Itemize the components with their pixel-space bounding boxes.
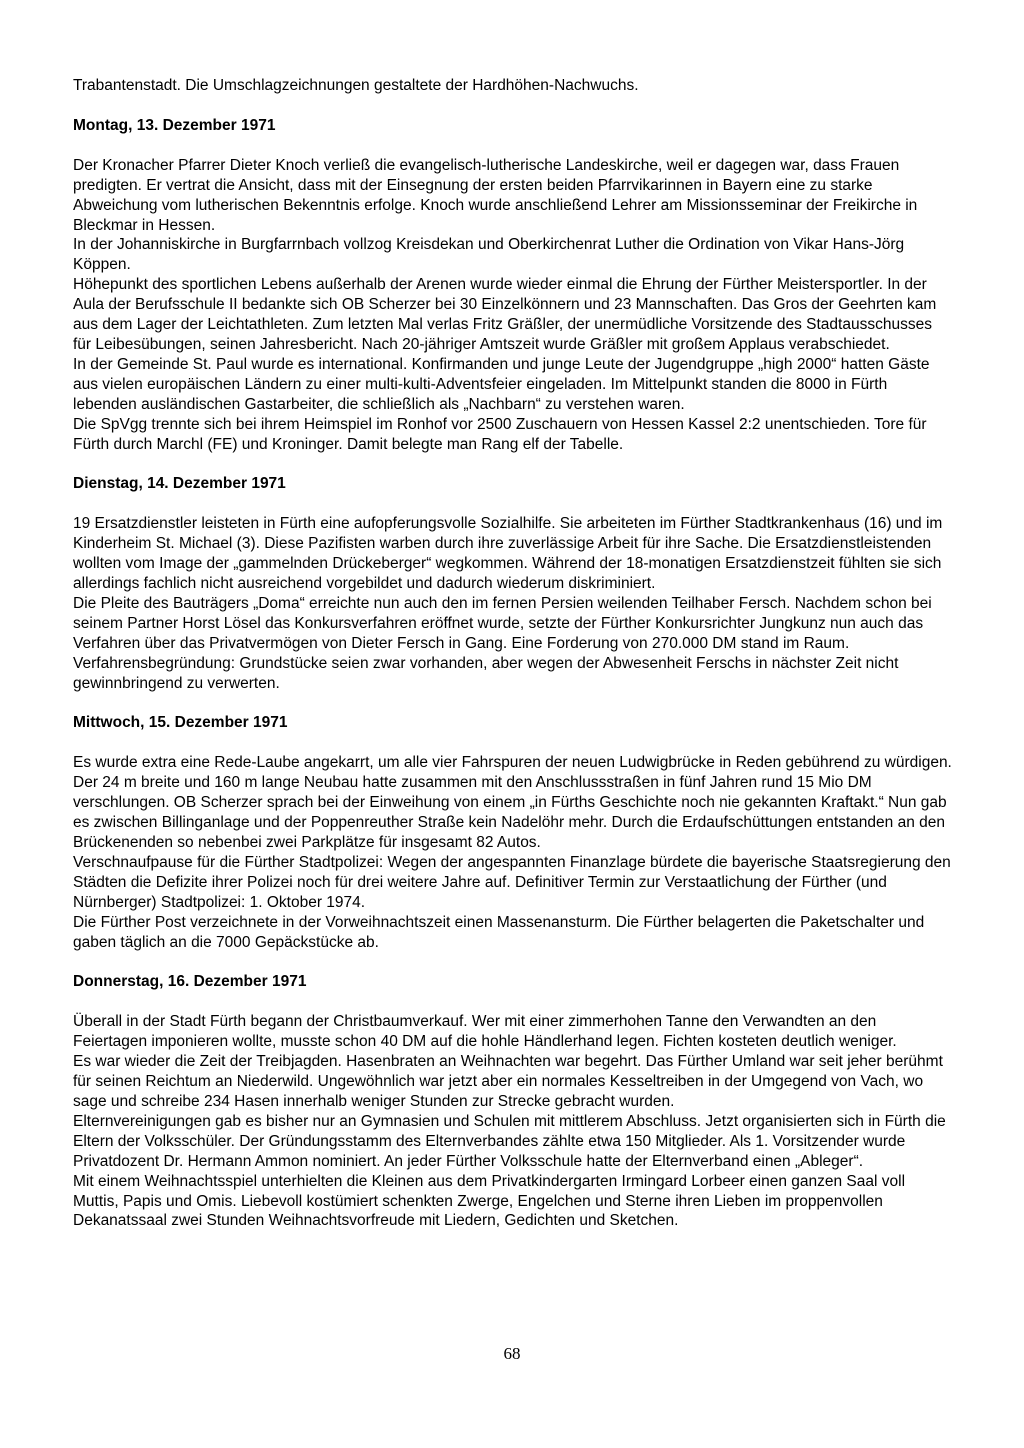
day-heading: Mittwoch, 15. Dezember 1971 [73, 714, 288, 732]
body-paragraph: Mit einem Weihnachtsspiel unterhielten die Kleinen aus dem Privatkindergarten Irmingard Lorbeer einen ganzen Saal voll Muttis, Papis und Omis. Liebevoll kostümiert schenkten Zwerge, Engelchen und Sterne ihren Lieben im proppenvollen Dekanatssaal zwei Stunden Weihnachtsvorfreude mit Liedern, Gedichten und Sketchen. [73, 1172, 906, 1230]
day-heading: Dienstag, 14. Dezember 1971 [73, 475, 286, 493]
body-paragraph: In der Gemeinde St. Paul wurde es international. Konfirmanden und junge Leute der Jugendgruppe „high 2000“ hatten Gäste aus vielen europäischen Ländern zu einer multi-kulti-Adventsfeier eingeladen. Im Mittelpunkt standen die 8000 in Fürth lebenden ausländischen Gastarbeiter, die schließlich als „Nachbarn“ zu verstehen waren. [73, 355, 930, 413]
body-paragraph: Die Pleite des Bauträgers „Doma“ erreichte nun auch den im fernen Persien weilenden Teilhaber Fersch. Nachdem schon bei seinem Partner Horst Lösel das Konkursverfahren eröffnet wurde, setzte der Fürther Konkursrichter Jungkunz nun auch das Verfahren über das Privatvermögen von Dieter Fersch in Gang. Eine Forderung von 270.000 DM stand im Raum. Verfahrensbegründung: Grundstücke seien zwar vorhanden, aber wegen der Abwesenheit Ferschs in nächster Zeit nicht gewinnbringend zu verwerten. [73, 594, 932, 692]
body-paragraph: Elternvereinigungen gab es bisher nur an Gymnasien und Schulen mit mittlerem Abschluss. Jetzt organisierten sich in Fürth die Eltern der Volksschüler. Der Gründungsstamm des Elternverbandes zählte etwa 150 Mitglieder. Als 1. Vorsitzender wurde Privatdozent Dr. Hermann Ammon nominiert. An jeder Fürther Volksschule hatte der Elternverband einen „Ableger“. [73, 1112, 946, 1170]
body-paragraph: Höhepunkt des sportlichen Lebens außerhalb der Arenen wurde wieder einmal die Ehrung der Fürther Meistersportler. In der Aula der Berufsschule II bedankte sich OB Scherzer bei 30 Einzelkönnern und 23 Mannschaften. Das Gros der Geehrten kam aus dem Lager der Leichtathleten. Zum letzten Mal verlas Fritz Gräßler, der unermüdliche Vorsitzende des Stadtausschusses für Leibesübungen, seinen Jahresbericht. Nach 20-jähriger Amtszeit wurde Gräßler mit großem Applaus verabschiedet. [73, 276, 937, 353]
body-paragraph: Überall in der Stadt Fürth begann der Christbaumverkauf. Wer mit einer zimmerhohen Tanne den Verwandten an den Feiertagen imponieren wollte, musste schon 40 DM auf die hohle Händlerhand legen. Fichten kosteten deutlich weniger. [73, 1013, 897, 1051]
body-paragraph: Verschnaufpause für die Fürther Stadtpolizei: Wegen der angespannten Finanzlage bürdete die bayerische Staatsregierung den Städten die Defizite ihrer Polizei noch für drei weitere Jahre auf. Definitiver Termin zur Verstaatlichung der Fürther (und Nürnberger) Stadtpolizei: 1. Oktober 1974. [73, 853, 951, 911]
day-heading: Donnerstag, 16. Dezember 1971 [73, 973, 307, 991]
page-number: 68 [503, 1344, 521, 1363]
day-sections-container [73, 116, 952, 1231]
body-paragraph: Der Kronacher Pfarrer Dieter Knoch verließ die evangelisch-lutherische Landeskirche, weil er dagegen war, dass Frauen predigten. Er vertrat die Ansicht, dass mit der Einsegnung der ersten beiden Pfarrvikarinnen in Bayern eine zu starke Abweichung vom lutherischen Bekenntnis erfolge. Knoch wurde anschließend Lehrer am Missionsseminar der Freikirche in Bleckmar in Hessen. [73, 156, 918, 234]
body-paragraph: In der Johanniskirche in Burgfarrnbach vollzog Kreisdekan und Oberkirchenrat Luther die Ordination von Vikar Hans-Jörg Köppen. [73, 236, 905, 274]
body-paragraph: Es wurde extra eine Rede-Laube angekarrt, um alle vier Fahrspuren der neuen Ludwigbrücke in Reden gebührend zu würdigen. Der 24 m breite und 160 m lange Neubau hatte zusammen mit den Anschlussstraßen in fünf Jahren rund 15 Mio DM verschlungen. OB Scherzer sprach bei der Einweihung von einem „in Fürths Geschichte noch nie gekannten Kraftakt.“ Nun gab es zwischen Billinganlage und der Poppenreuther Straße kein Nadelöhr mehr. Durch die Erdaufschüttungen entstanden an den Brückenenden so nebenbei zwei Parkplätze für insgesamt 82 Autos. [73, 754, 952, 851]
intro-paragraph: Trabantenstadt. Die Umschlagzeichnungen gestaltete der Hardhöhen-Nachwuchs. [73, 77, 639, 94]
day-heading: Montag, 13. Dezember 1971 [73, 116, 276, 134]
body-paragraph: 19 Ersatzdienstler leisteten in Fürth eine aufopferungsvolle Sozialhilfe. Sie arbeiteten im Fürther Stadtkrankenhaus (16) und im Kinderheim St. Michael (3). Diese Pazifisten warben durch ihre zuverlässige Arbeit für ihre Sache. Die Ersatzdienstleistenden wollten vom Image der „gammelnden Drückeberger“ wegkommen. Während der 18-monatigen Ersatzdienstzeit fühlten sie sich allerdings fachlich nicht ausreichend vorgebildet und dadurch wiederum diskriminiert. [73, 515, 943, 593]
body-paragraph: Es war wieder die Zeit der Treibjagden. Hasenbraten an Weihnachten war begehrt. Das Fürther Umland war seit jeher berühmt für seinen Reichtum an Niederwild. Ungewöhnlich war jetzt aber ein normales Kesseltreiben in der Umgegend von Vach, wo sage und schreibe 234 Hasen innerhalb weniger Stunden zur Strecke gebracht wurden. [73, 1053, 943, 1110]
body-paragraph: Die SpVgg trennte sich bei ihrem Heimspiel im Ronhof vor 2500 Zuschauern von Hessen Kassel 2:2 unentschieden. Tore für Fürth durch Marchl (FE) und Kroninger. Damit belegte man Rang elf der Tabelle. [73, 415, 927, 453]
body-paragraph: Die Fürther Post verzeichnete in der Vorweihnachtszeit einen Massenansturm. Die Fürther belagerten die Paketschalter und gaben täglich an die 7000 Gepäckstücke ab. [73, 913, 925, 951]
